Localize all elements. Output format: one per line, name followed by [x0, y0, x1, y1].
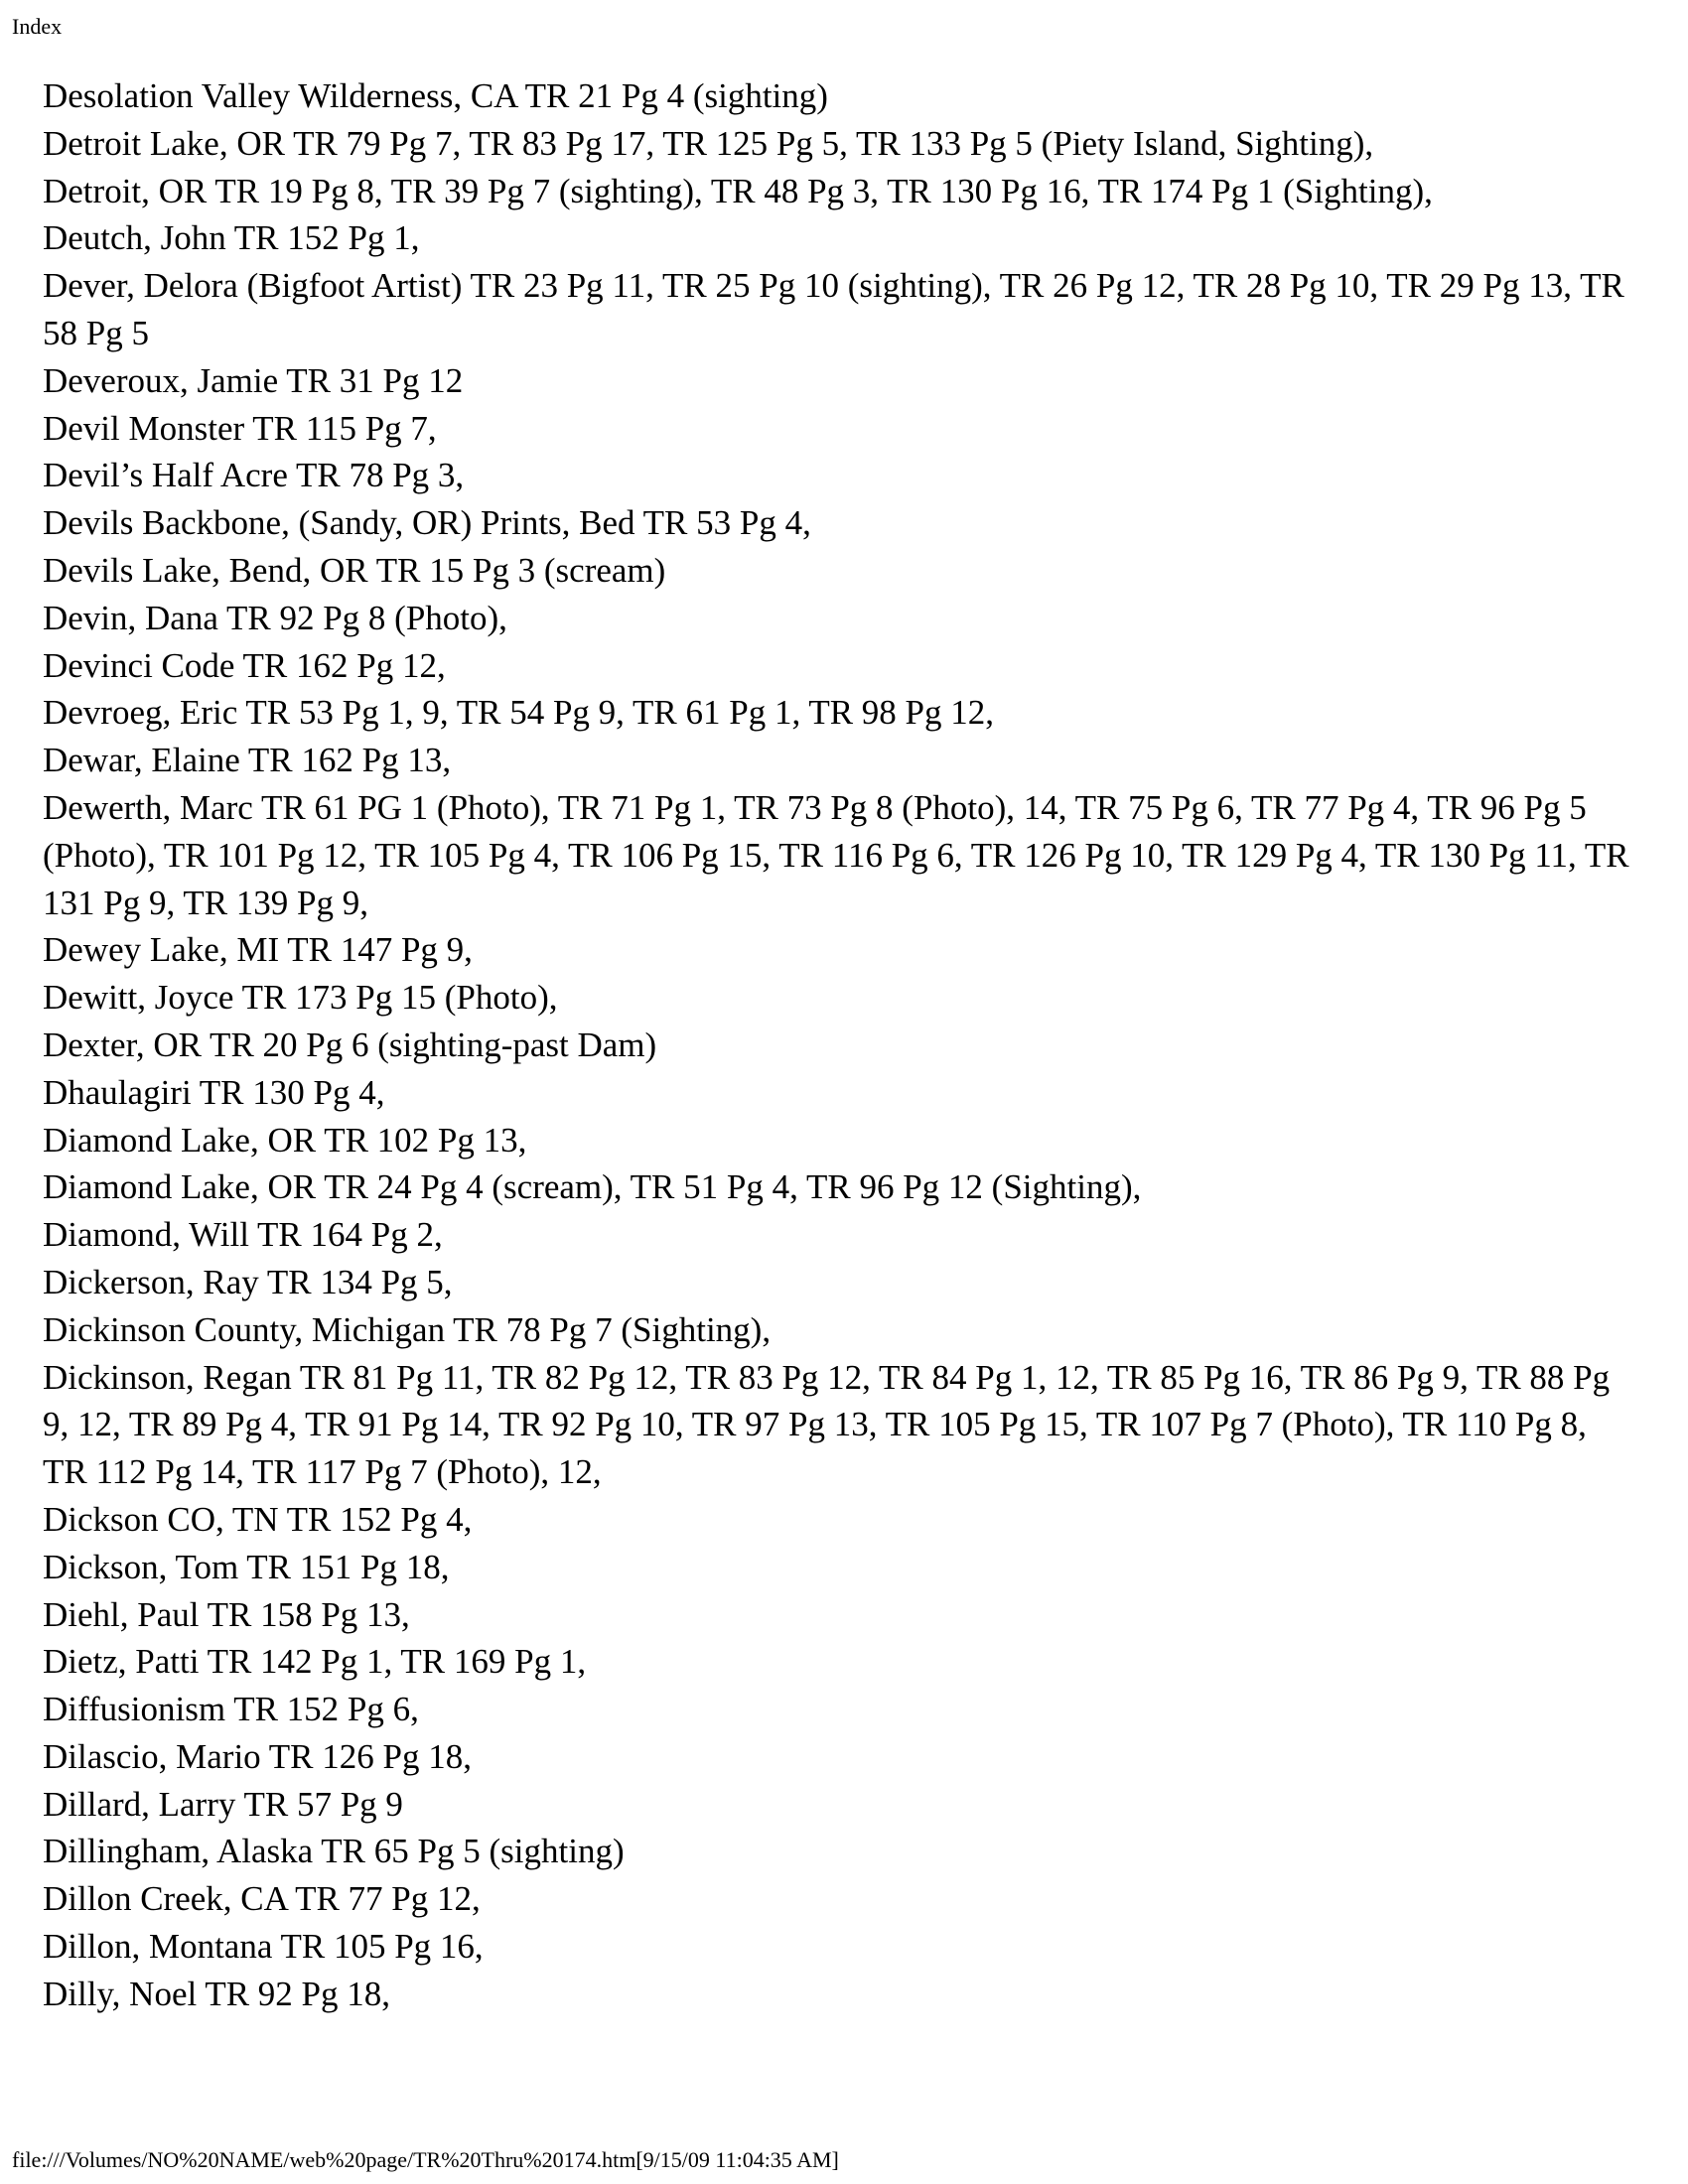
- index-entry: Diamond Lake, OR TR 24 Pg 4 (scream), TR 51 Pg 4, TR 96 Pg 12 (Sighting),: [43, 1167, 1142, 1207]
- index-entry: Devin, Dana TR 92 Pg 8 (Photo),: [43, 598, 507, 637]
- index-entry: Dewerth, Marc TR 61 PG 1 (Photo), TR 71 Pg 1, TR 73 Pg 8 (Photo), 14, TR 75 Pg 6, TR 77 Pg 4, TR 96 Pg 5 (Photo), TR 101 Pg 12, TR 105 Pg 4, TR 106 Pg 15, TR 116 Pg 6, TR 126 Pg 10, TR 129 Pg 4, TR 130 Pg 11, TR 131 Pg 9, TR 139 Pg 9,: [43, 787, 1629, 922]
- index-entry: Deveroux, Jamie TR 31 Pg 12: [43, 360, 464, 400]
- page-header-title: Index: [12, 14, 63, 39]
- index-entry: Devil’s Half Acre TR 78 Pg 3,: [43, 456, 465, 495]
- index-entry: Diffusionism TR 152 Pg 6,: [43, 1690, 419, 1729]
- index-entry: Desolation Valley Wilderness, CA TR 21 Pg 4 (sighting): [43, 76, 828, 115]
- index-entry: Dilascio, Mario TR 126 Pg 18,: [43, 1736, 472, 1776]
- index-entry: Dilly, Noel TR 92 Pg 18,: [43, 1974, 391, 2013]
- index-entry: Dickerson, Ray TR 134 Pg 5,: [43, 1262, 453, 1301]
- index-entry: Dever, Delora (Bigfoot Artist) TR 23 Pg 11, TR 25 Pg 10 (sighting), TR 26 Pg 12, TR 28 Pg 10, TR 29 Pg 13, TR 58 Pg 5: [43, 266, 1624, 352]
- index-entry: Diamond Lake, OR TR 102 Pg 13,: [43, 1120, 527, 1160]
- index-entry-list: [43, 72, 1631, 2018]
- index-entry: Devinci Code TR 162 Pg 12,: [43, 645, 446, 685]
- index-entry: Dhaulagiri TR 130 Pg 4,: [43, 1072, 385, 1112]
- index-entry: Detroit Lake, OR TR 79 Pg 7, TR 83 Pg 17, TR 125 Pg 5, TR 133 Pg 5 (Piety Island, Sighting),: [43, 123, 1374, 163]
- index-entry: Dillon Creek, CA TR 77 Pg 12,: [43, 1879, 481, 1919]
- index-entry: Devils Backbone, (Sandy, OR) Prints, Bed TR 53 Pg 4,: [43, 503, 811, 543]
- index-entry: Dillon, Montana TR 105 Pg 16,: [43, 1927, 484, 1967]
- index-entry: Dickinson County, Michigan TR 78 Pg 7 (Sighting),: [43, 1309, 772, 1349]
- index-entry: Dietz, Patti TR 142 Pg 1, TR 169 Pg 1,: [43, 1642, 587, 1682]
- index-entry: Dickson, Tom TR 151 Pg 18,: [43, 1547, 450, 1586]
- index-entry: Dickinson, Regan TR 81 Pg 11, TR 82 Pg 12, TR 83 Pg 12, TR 84 Pg 1, 12, TR 85 Pg 16, TR 86 Pg 9, TR 88 Pg 9, 12, TR 89 Pg 4, TR 91 Pg 14, TR 92 Pg 10, TR 97 Pg 13, TR 105 Pg 15, TR 107 Pg 7 (Photo), TR 110 Pg 8, TR 112 Pg 14, TR 117 Pg 7 (Photo), 12,: [43, 1357, 1611, 1492]
- index-entry: Dexter, OR TR 20 Pg 6 (sighting-past Dam): [43, 1024, 657, 1064]
- index-entry: Dillard, Larry TR 57 Pg 9: [43, 1784, 403, 1824]
- index-entry: Deutch, John TR 152 Pg 1,: [43, 218, 420, 258]
- index-entry: Devil Monster TR 115 Pg 7,: [43, 408, 437, 448]
- index-entry: Dewey Lake, MI TR 147 Pg 9,: [43, 930, 473, 970]
- index-entry: Dickson CO, TN TR 152 Pg 4,: [43, 1499, 473, 1539]
- index-entry: Diamond, Will TR 164 Pg 2,: [43, 1215, 443, 1255]
- index-entry: Dewitt, Joyce TR 173 Pg 15 (Photo),: [43, 978, 558, 1018]
- page-footer-path: file:///Volumes/NO%20NAME/web%20page/TR%20Thru%20174.htm[9/15/09 11:04:35 AM]: [12, 2147, 839, 2172]
- index-entry: Diehl, Paul TR 158 Pg 13,: [43, 1594, 410, 1634]
- index-entry: Detroit, OR TR 19 Pg 8, TR 39 Pg 7 (sighting), TR 48 Pg 3, TR 130 Pg 16, TR 174 Pg 1 (Sighting),: [43, 171, 1433, 210]
- index-entry: Devroeg, Eric TR 53 Pg 1, 9, TR 54 Pg 9, TR 61 Pg 1, TR 98 Pg 12,: [43, 693, 995, 733]
- index-entry: Dewar, Elaine TR 162 Pg 13,: [43, 741, 452, 780]
- index-entry: Devils Lake, Bend, OR TR 15 Pg 3 (scream): [43, 550, 666, 590]
- index-entry: Dillingham, Alaska TR 65 Pg 5 (sighting): [43, 1832, 625, 1871]
